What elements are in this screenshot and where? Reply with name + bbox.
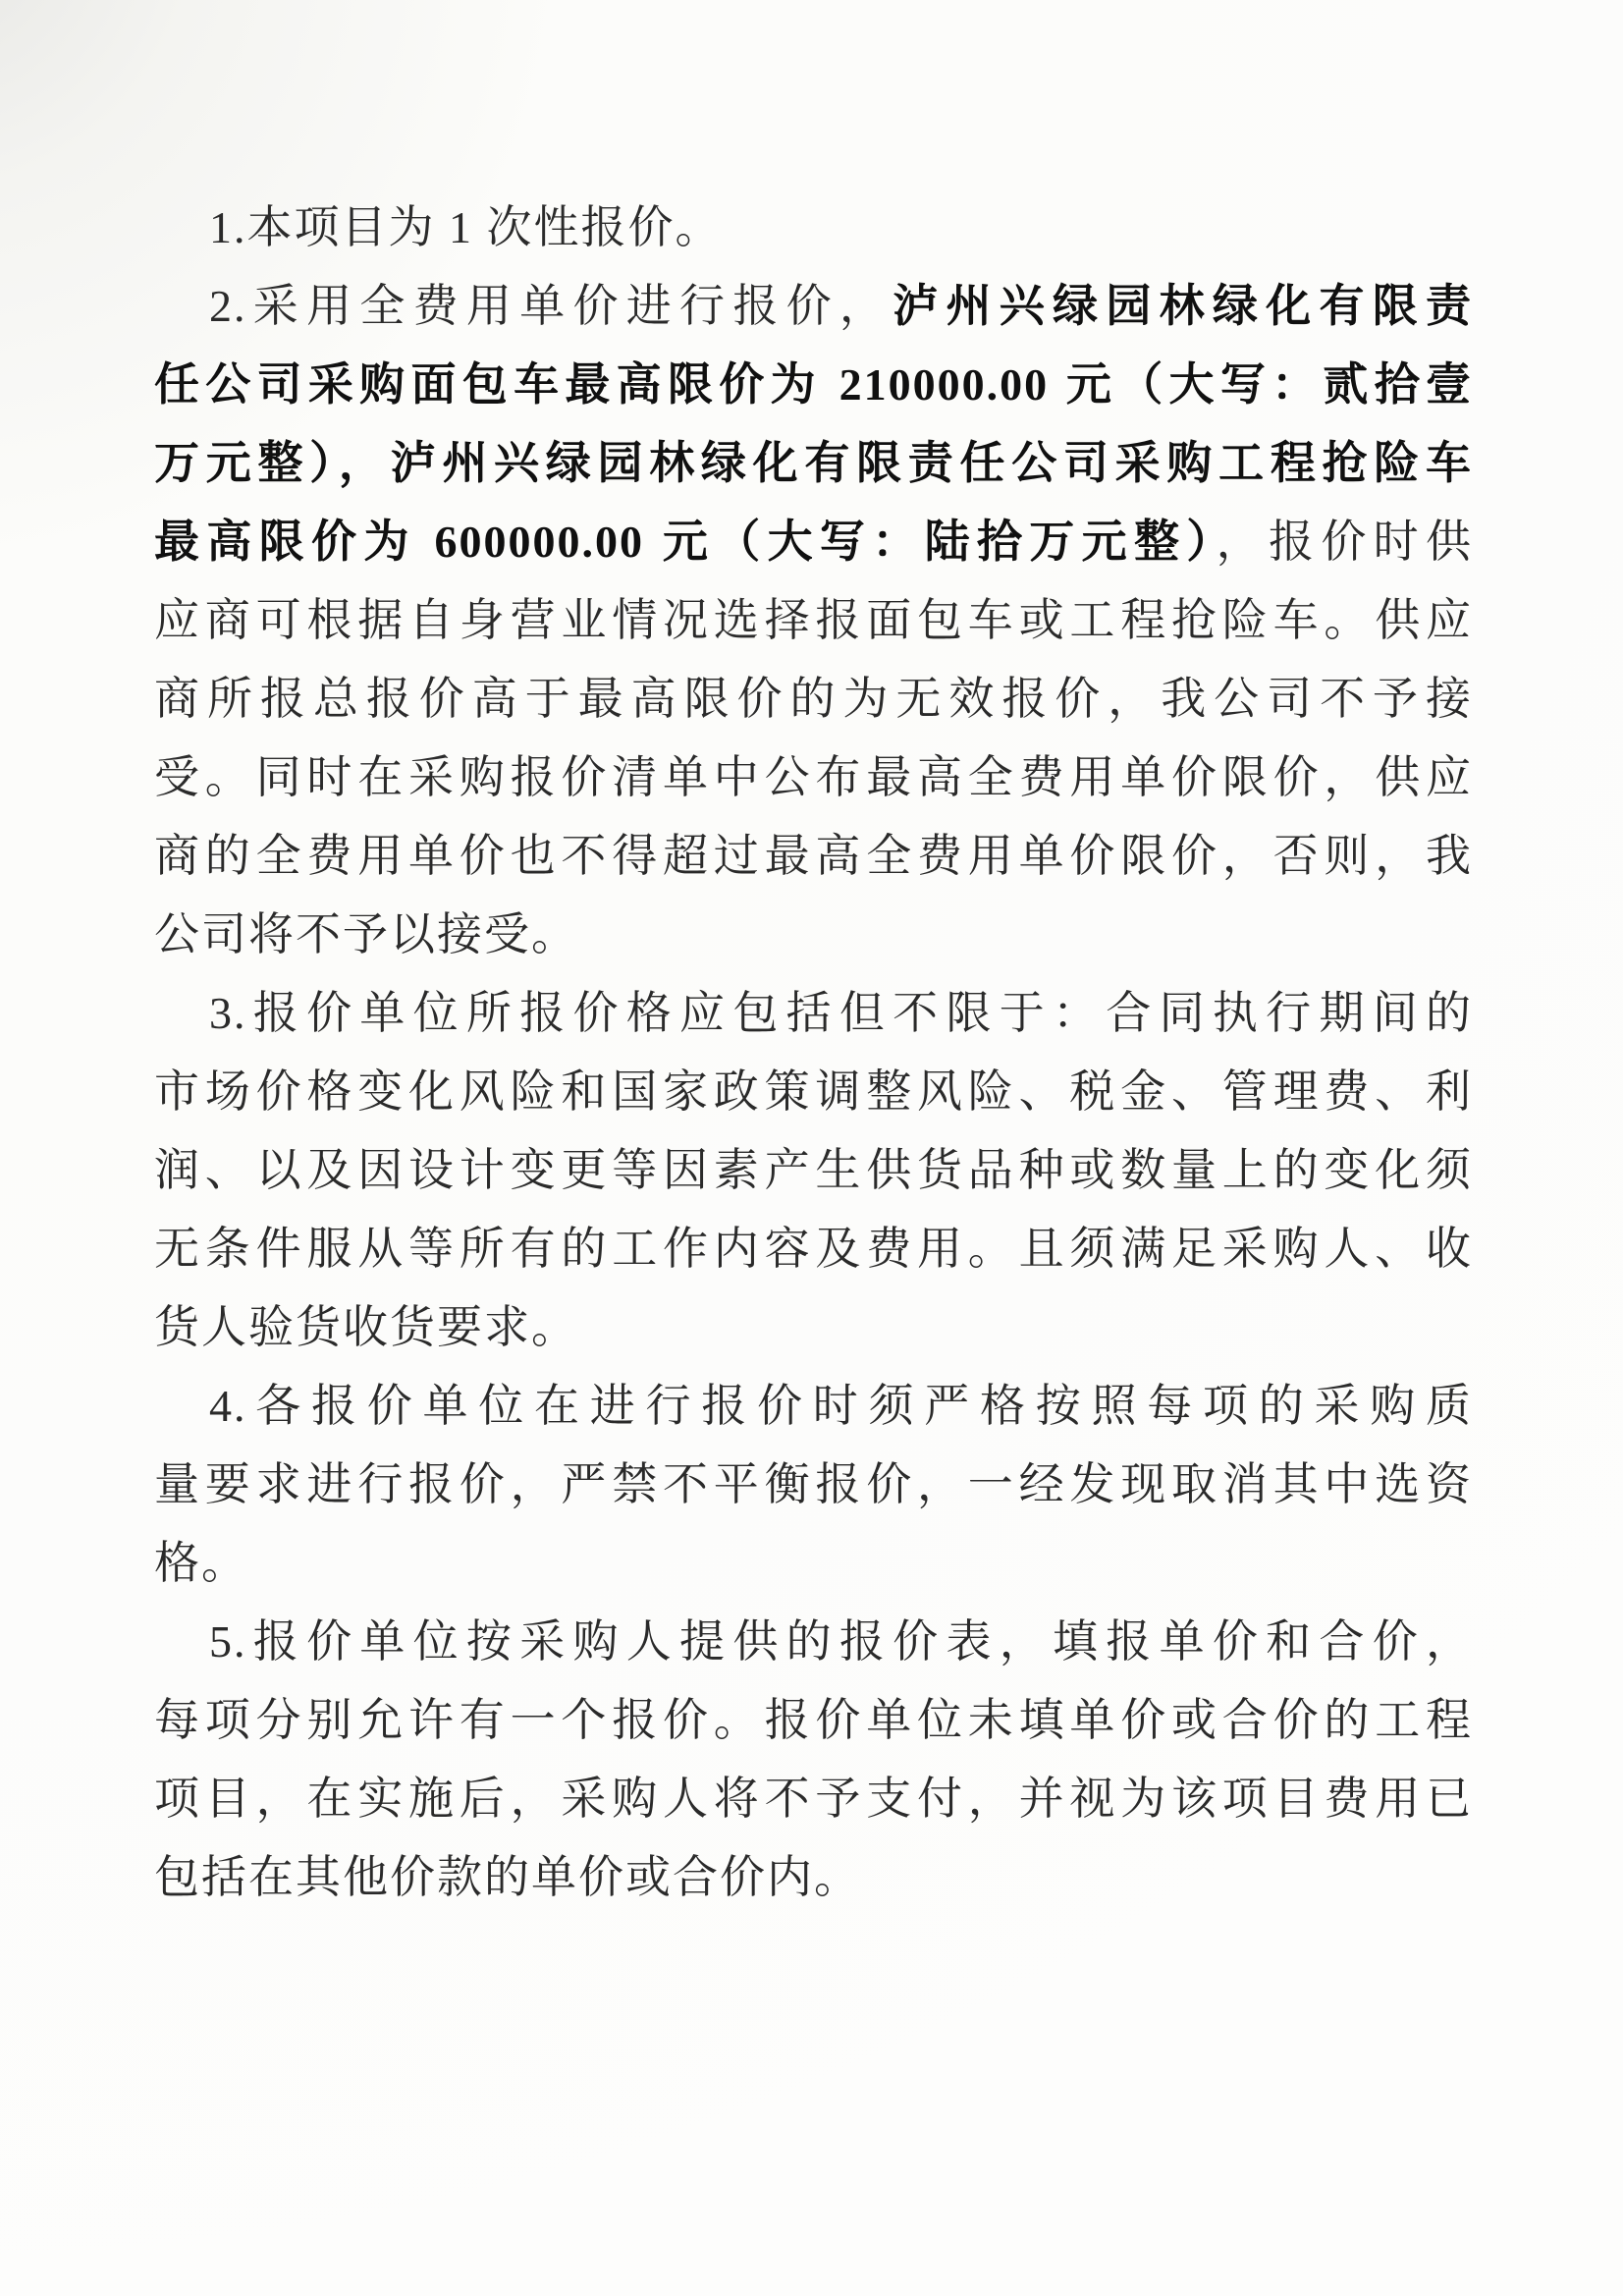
text-line	[154, 1603, 1473, 1681]
text-line	[154, 1210, 1473, 1288]
text-segment: 商的全费用单价也不得超过最高全费用单价限价，否则，我	[154, 831, 1473, 881]
text-line	[154, 581, 1473, 660]
text-segment: 应商可根据自身营业情况选择报面包车或工程抢险车。供应	[154, 595, 1473, 645]
text-segment: 受。同时在采购报价清单中公布最高全费用单价限价，供应	[154, 752, 1473, 802]
text-segment: 公司将不予以接受。	[154, 909, 578, 959]
text-segment: 货人验货收货要求。	[154, 1302, 578, 1352]
bold-text-segment: 最高限价为 600000.00 元（大写：陆拾万元整）	[154, 517, 1217, 567]
text-line	[154, 896, 1473, 974]
text-line	[154, 1131, 1473, 1210]
text-line	[154, 660, 1473, 738]
text-line	[154, 1288, 1473, 1367]
text-segment: 4.各报价单位在进行报价时须严格按照每项的采购质	[209, 1381, 1473, 1431]
text-line	[154, 189, 1473, 267]
text-segment: 润、以及因设计变更等因素产生供货品种或数量上的变化须	[154, 1145, 1473, 1195]
bold-text-segment: 万元整），泸州兴绿园林绿化有限责任公司采购工程抢险车	[154, 438, 1473, 488]
text-segment: 市场价格变化风险和国家政策调整风险、税金、管理费、利	[154, 1066, 1473, 1117]
document-body	[154, 189, 1473, 1917]
text-segment: 2.采用全费用单价进行报价，	[209, 281, 893, 331]
text-line	[154, 1446, 1473, 1524]
text-line	[154, 1681, 1473, 1760]
text-line	[154, 424, 1473, 503]
text-line	[154, 974, 1473, 1053]
text-segment: 包括在其他价款的单价或合价内。	[154, 1852, 861, 1902]
text-line	[154, 1367, 1473, 1446]
text-line	[154, 738, 1473, 817]
text-line	[154, 1524, 1473, 1603]
text-line	[154, 346, 1473, 424]
text-segment: 无条件服从等所有的工作内容及费用。且须满足采购人、收	[154, 1224, 1473, 1274]
text-segment: 每项分别允许有一个报价。报价单位未填单价或合价的工程	[154, 1695, 1473, 1745]
text-segment: 项目，在实施后，采购人将不予支付，并视为该项目费用已	[154, 1774, 1473, 1824]
text-segment: ，报价时供	[1216, 517, 1474, 567]
text-segment: 量要求进行报价，严禁不平衡报价，一经发现取消其中选资	[154, 1459, 1473, 1509]
text-segment: 5.报价单位按采购人提供的报价表，填报单价和合价，	[209, 1616, 1473, 1667]
bold-text-segment: 泸州兴绿园林绿化有限责	[893, 281, 1474, 331]
text-line	[154, 503, 1473, 581]
text-segment: 1.本项目为 1 次性报价。	[209, 202, 723, 252]
bold-text-segment: 任公司采购面包车最高限价为 210000.00 元（大写：贰拾壹	[154, 359, 1473, 410]
text-segment: 商所报总报价高于最高限价的为无效报价，我公司不予接	[154, 674, 1473, 724]
text-line	[154, 1053, 1473, 1131]
text-line	[154, 1838, 1473, 1917]
text-line	[154, 1760, 1473, 1838]
text-segment: 格。	[154, 1538, 248, 1588]
text-line	[154, 267, 1473, 346]
text-segment: 3.报价单位所报价格应包括但不限于：合同执行期间的	[209, 988, 1473, 1038]
text-line	[154, 817, 1473, 896]
